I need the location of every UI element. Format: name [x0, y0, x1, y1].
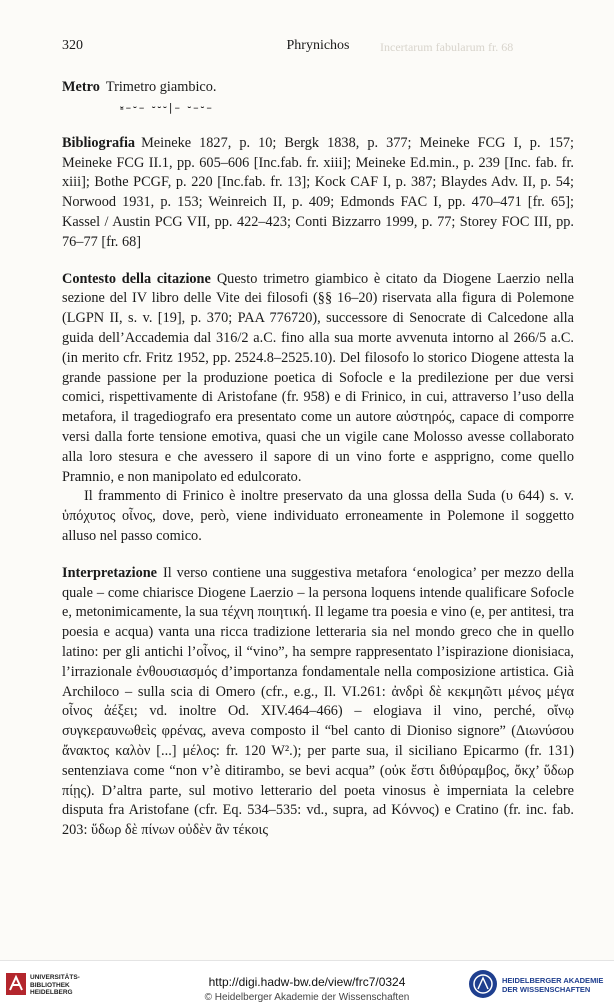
page-url-link[interactable]: http://digi.hadw-bw.de/view/frc7/0324: [208, 975, 406, 989]
interpretazione-text: Il verso contiene una suggestiva metafora ‘enologica’ per mezzo della quale – come chiarisce Diogene Laerzio – la persona loquens intende qualificare Sofocle e, metonimicamente, la sua τέχνη ποιητική. Il legame tra poesia e vino (e, per antitesi, tra poesia e acqua) vanta una ricca tradizione letteraria sia nel mondo greco che in quello latino: per gli antichi l’οἶνος, il “vino”, ha sempre rappresentato l’ispirazione dionisiaca, l’irrazionale ἐνθουσιασμός d’importanza fondamentale nella composizione artistica. Già Archiloco – sulla scia di Omero (cfr., e.g., Il. VI.261: ἀνδρὶ δὲ κεκμηῶτι μένος μέγα οἶνος ἀέξει; vd. inoltre Od. XIV.464–466) – elogiava il vino, perché, οἴνῳ συγκεραυνωθεὶς φρένας, aveva composto il “bel canto di Dioniso signore” (Διωνύσου ἄνακτος καλὸν [...] μέλος: fr. 120 W².); per parte sua, il siciliano Epicarmo (fr. 131) sentenziava come “non v’è ditirambo, se bevi acqua” (οὐκ ἔστι διθύραμβος, ὄκχ’ ὕδωρ πίῃς). D’altra parte, sul motivo letterario del poeta vinosus è imperniata la celebre disputa fra Aristofane (cfr. Eq. 534–535: vd., supra, ad Κόννος) e Cratino (fr. inc. fab. 203: ὕδωρ δὲ πίνων οὐδὲν ἂν τέκοις: [62, 564, 574, 839]
contesto-section: [62, 270, 574, 488]
bibliografia-text: Meineke 1827, p. 10; Bergk 1838, p. 377; Meineke FCG I, p. 157; Meineke FCG II.1, pp. 605–606 [Inc.fab. fr. xiii]; Meineke Ed.min., p. 239 [Inc. fab. fr. xiii]; Bothe PCGF, p. 220 [Inc.fab. fr. 13]; Kock CAF I, p. 387; Blaydes Adv. II, p. 54; Norwood 1931, p. 153; Weinreich II, p. 409; Edmonds FAC I, pp. 470–471 [fr. 65]; Kassel / Austin PCG VII, pp. 422–423; Conti Bizzarro 1999, p. 77; Storey FOC III, pp. 76–77 [fr. 68]: [62, 134, 574, 250]
metro-label: Metro: [62, 79, 100, 95]
bibliografia-section: [62, 134, 574, 253]
hadw-logo-icon: [468, 969, 498, 999]
page-number: 320: [62, 38, 83, 53]
interpretazione-section: [62, 564, 574, 841]
bibliografia-label: Bibliografia: [62, 134, 136, 151]
viewer-footer: [0, 960, 614, 1007]
metro-section: [62, 78, 574, 98]
contesto-paragraph-1: Questo trimetro giambico è citato da Diogene Laerzio nella sezione del IV libro delle Vite dei filosofi (§§ 16–20) riservata alla figura di Polemone (LGPN II, s. v. [19], p. 370; PAA 776720), successore di Senocrate di Calcedone alla guida dell’Accademia dal 316/2 a.C. fino alla sua morte avvenuta intorno al 266/5 a.C. (in merito cfr. Fritz 1952, pp. 2524.8–2525.10). Del filosofo lo storico Diogene attesta la grande passione per la produzione poetica di Sofocle e la predilezione per due versi comici, rispettivamente di Aristofane (fr. 958) e di Frinico, in cui, attraverso l’uso della metafora, il tragediografo era presentato come un autore αὐστηρός, capace di comporre versi dalla forte tensione emotiva, quasi che un vigile cane Molosso avesse collaborato alla loro stesura e che avessero il sapore di un vino forte e aspprigno, come quello Pramnio, e non manipolato ed edulcorato.: [62, 270, 574, 485]
metro-text: Trimetro giambico.: [105, 79, 217, 95]
hadw-logo[interactable]: [468, 969, 608, 1001]
contesto-label: Contesto della citazione: [62, 270, 211, 287]
running-title: Phrynichos: [286, 38, 350, 53]
metrical-scheme: ⏓–⏑– ⏑⏑⏑|– ⏑–⏑–: [120, 100, 214, 114]
show-through-text: Incertarum fabularum fr. 68: [380, 40, 514, 54]
copyright-text: © Heidelberger Akademie der Wissenschaften: [204, 992, 410, 1003]
ub-logo-text: UNIVERSITÄTS- BIBLIOTHEK HEIDELBERG: [30, 974, 80, 996]
interpretazione-label: Interpretazione: [62, 564, 158, 581]
main-text: [62, 78, 574, 841]
contesto-paragraph-2: Il frammento di Frinico è inoltre preservato da una glossa della Suda (υ 644) s. v. ὑπόχυτος οἶνος, dove, però, viene individuato erroneamente in Polemone il soggetto alluso nel passo comico.: [62, 488, 574, 544]
hadw-logo-text: HEIDELBERGER AKADEMIE DER WISSENSCHAFTEN: [502, 976, 604, 994]
